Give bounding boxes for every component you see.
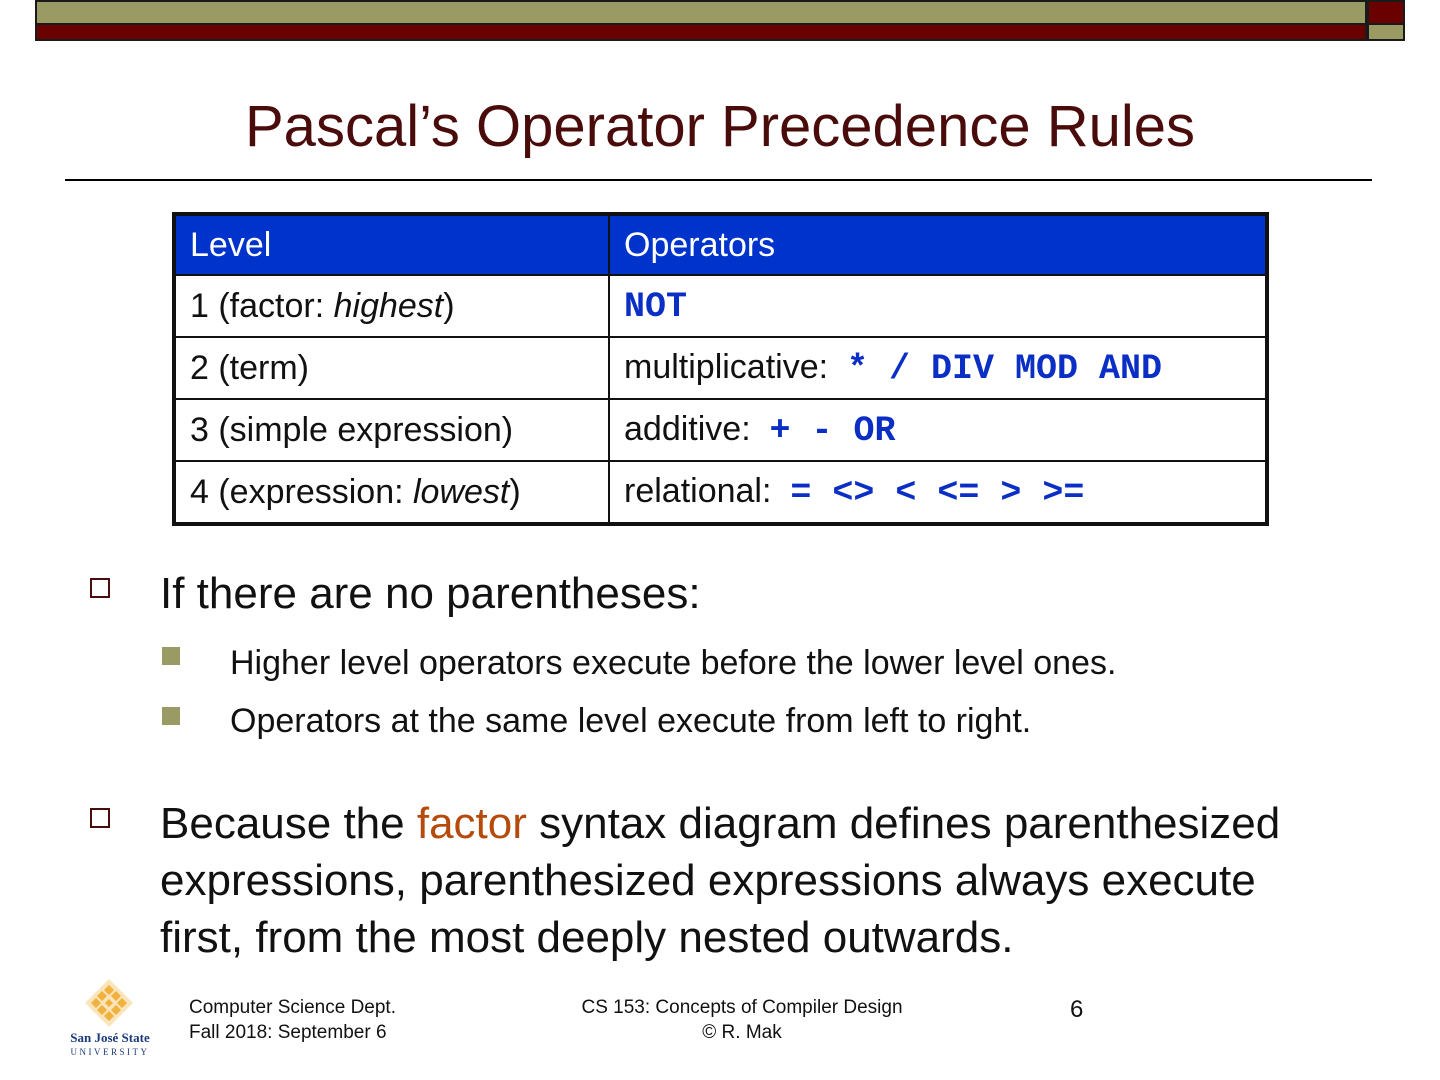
footer-course: CS 153: Concepts of Compiler Design — [581, 997, 903, 1018]
slide-title: Pascal’s Operator Precedence Rules — [245, 94, 1195, 159]
table-header-row — [174, 214, 1267, 275]
sjsu-logo — [63, 978, 158, 1058]
precedence-table — [172, 212, 1269, 526]
operator-keywords: * / DIV MOD AND — [846, 348, 1163, 389]
level-text: 1 (factor: — [190, 286, 334, 325]
table-row — [174, 337, 1267, 399]
sub-bullet-text: Higher level operators execute before the lower level ones. — [230, 644, 1117, 682]
sjsu-seal-icon — [63, 978, 158, 1058]
table-row — [174, 461, 1267, 524]
level-text-end: ) — [509, 472, 521, 511]
operator-keywords: = <> < <= > >= — [790, 472, 1085, 513]
corner-square-maroon — [1367, 0, 1405, 25]
footer-author: © R. Mak — [702, 1022, 782, 1043]
logo-subtitle: UNIVERSITY — [70, 1047, 150, 1057]
title-divider — [65, 179, 1372, 181]
sub-bullet-text: Operators at the same level execute from left to right. — [230, 702, 1032, 740]
operator-keywords: + - OR — [769, 410, 896, 451]
level-text: 3 (simple expression) — [190, 410, 514, 449]
operators-cell — [609, 337, 1267, 399]
filled-square-bullet-icon — [162, 707, 180, 725]
highlighted-term: factor — [416, 799, 527, 848]
level-text: 2 (term) — [190, 348, 309, 387]
bullet-text-line: expressions, parenthesized expressions always execute — [160, 856, 1256, 905]
level-cell — [174, 399, 609, 461]
footer-dept: Computer Science Dept. — [189, 997, 396, 1018]
operator-category: relational: — [624, 471, 791, 510]
page-number: 6 — [1070, 996, 1084, 1023]
hollow-square-bullet-icon — [90, 808, 110, 828]
corner-square-olive — [1367, 25, 1405, 41]
operator-category: additive: — [624, 409, 770, 448]
level-cell — [174, 275, 609, 337]
operators-cell — [609, 461, 1267, 524]
bullet-text: If there are no parentheses: — [160, 569, 701, 618]
header-level: Level — [174, 214, 609, 275]
operators-cell — [609, 275, 1267, 337]
bullet-text-part: syntax diagram defines parenthesized — [526, 799, 1281, 848]
hollow-square-bullet-icon — [90, 578, 110, 598]
level-emphasis: highest — [333, 286, 444, 325]
bullet-text — [160, 795, 1280, 852]
level-text: 4 (expression: — [190, 472, 413, 511]
filled-square-bullet-icon — [162, 647, 180, 665]
bullet-text-part: Because the — [160, 799, 417, 848]
operator-keywords: NOT — [624, 286, 688, 327]
operator-category: multiplicative: — [624, 347, 847, 386]
top-bar-olive — [35, 0, 1367, 25]
operators-cell — [609, 399, 1267, 461]
level-emphasis: lowest — [413, 472, 510, 511]
logo-name: San José State — [70, 1030, 150, 1045]
level-cell — [174, 461, 609, 524]
table-row — [174, 399, 1267, 461]
footer-date: Fall 2018: September 6 — [189, 1022, 387, 1043]
top-bar-maroon — [35, 25, 1367, 41]
header-operators: Operators — [609, 214, 1267, 275]
table-row — [174, 275, 1267, 337]
bullet-text-line: first, from the most deeply nested outwards. — [160, 913, 1014, 962]
level-cell — [174, 337, 609, 399]
level-text-end: ) — [443, 286, 455, 325]
